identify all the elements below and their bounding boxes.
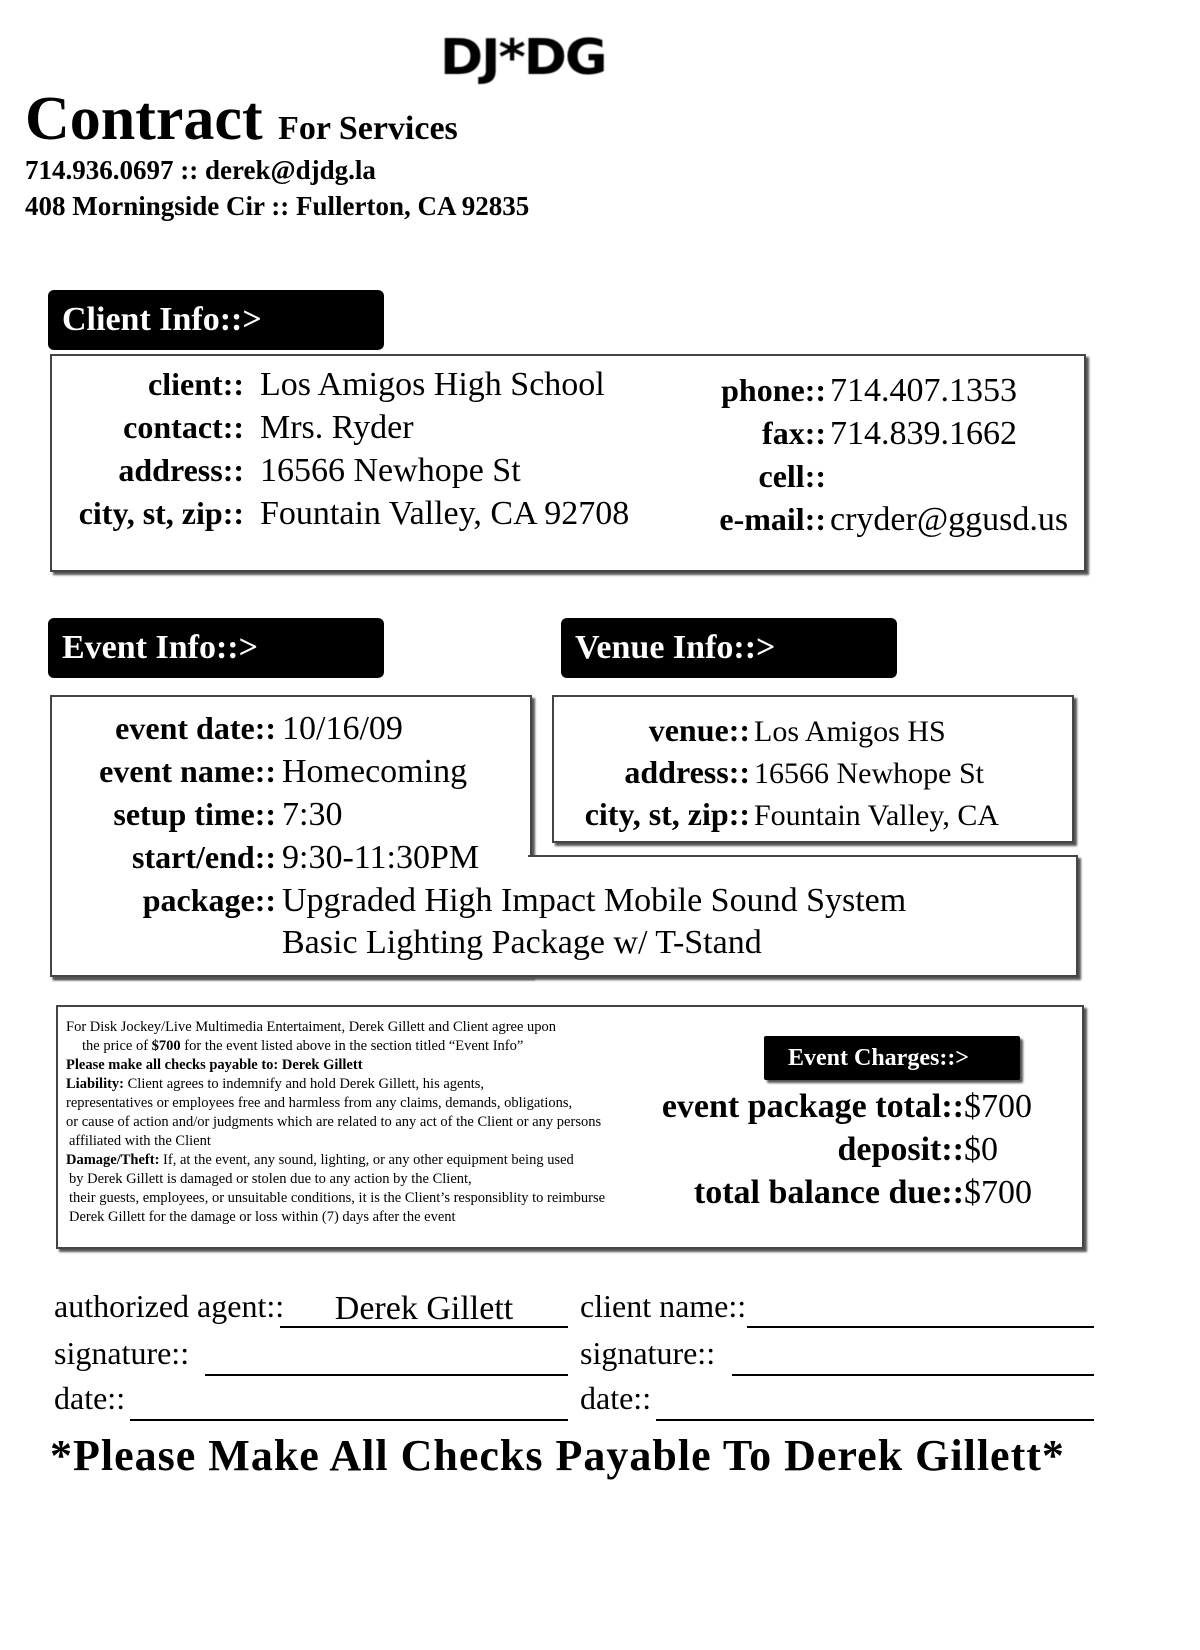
terms-line: Damage/Theft: If, at the event, any sound, lighting, or any other equipment being used — [66, 1152, 574, 1168]
field-value: Fountain Valley, CA 92708 — [260, 495, 630, 532]
field-label: contact:: — [123, 409, 244, 445]
client-field — [58, 495, 629, 533]
field-value: 714.407.1353 — [830, 372, 1017, 409]
field-label: address:: — [624, 754, 750, 790]
terms-line: Please make all checks payable to: Derek Gillett — [66, 1057, 363, 1073]
terms-line: affiliated with the Client — [69, 1133, 211, 1149]
field-value: Fountain Valley, CA — [754, 799, 999, 832]
charge-row — [640, 1088, 1032, 1126]
checks-payable-footer: *Please Make All Checks Payable To Derek Gillett* — [50, 1431, 1065, 1480]
client-contact-field — [690, 415, 1017, 453]
field-value: $700 — [964, 1088, 1032, 1125]
venue-field — [560, 712, 946, 749]
field-label: city, st, zip:: — [78, 495, 244, 531]
field-label: total balance due:: — [693, 1174, 964, 1211]
agent-signature-label: signature:: — [54, 1335, 190, 1371]
event-field — [60, 839, 479, 877]
event-field — [60, 710, 403, 748]
field-value: 9:30-11:30PM — [282, 839, 480, 876]
client-field — [58, 409, 414, 447]
client-name-label: client name:: — [580, 1288, 747, 1324]
venue-field — [560, 796, 999, 833]
field-value: 16566 Newhope St — [260, 452, 521, 489]
event-field — [60, 882, 906, 920]
page-title — [25, 84, 458, 155]
charge-row — [640, 1131, 998, 1169]
event-field — [60, 796, 342, 834]
charge-row — [640, 1174, 1032, 1212]
field-label: package:: — [142, 882, 276, 918]
field-value: $700 — [964, 1174, 1032, 1211]
client-date-field[interactable] — [656, 1385, 1094, 1421]
client-contact-field — [690, 458, 830, 495]
terms-line: Liability: Client agrees to indemnify and hold Derek Gillett, his agents, — [66, 1076, 485, 1092]
djdg-logo: DJ*DG — [440, 29, 606, 87]
client-signature-field[interactable] — [732, 1340, 1094, 1376]
venue-field — [560, 754, 984, 791]
field-label: setup time:: — [113, 796, 276, 832]
client-info-heading: Client Info::> — [48, 290, 384, 350]
terms-text — [66, 1018, 605, 1227]
field-value: $0 — [964, 1131, 998, 1168]
field-value: 16566 Newhope St — [754, 757, 984, 790]
field-value: 714.839.1662 — [830, 415, 1017, 452]
client-contact-field — [690, 372, 1017, 410]
field-label: address:: — [118, 452, 244, 488]
field-label: e-mail:: — [719, 501, 826, 537]
field-label: cell:: — [758, 458, 826, 494]
client-signature-label: signature:: — [580, 1335, 716, 1371]
agent-date-label: date:: — [54, 1380, 126, 1416]
field-value: Upgraded High Impact Mobile Sound System — [282, 882, 907, 919]
client-contact-field — [690, 501, 1068, 539]
venue-info-heading: Venue Info::> — [561, 618, 897, 678]
terms-line: or cause of action and/or judgments which are related to any act of the Client or any persons — [66, 1114, 602, 1130]
client-field — [58, 366, 605, 404]
agent-name-field[interactable]: Derek Gillett — [280, 1290, 568, 1328]
field-label: start/end:: — [132, 839, 276, 875]
event-charges-heading: Event Charges::> — [764, 1036, 1020, 1080]
field-label: venue:: — [648, 712, 750, 748]
field-value: Los Amigos HS — [754, 715, 946, 748]
field-label: event date:: — [115, 710, 276, 746]
field-label: phone:: — [721, 372, 826, 408]
field-label: event name:: — [99, 753, 276, 789]
terms-line: their guests, employees, or unsuitable conditions, it is the Client’s responsiblity to reimburse — [69, 1190, 606, 1206]
event-info-heading: Event Info::> — [48, 618, 384, 678]
title-text: Contract — [25, 85, 263, 153]
agent-signature-field[interactable] — [205, 1340, 568, 1376]
terms-line: For Disk Jockey/Live Multimedia Entertaiment, Derek Gillett and Client agree upon — [66, 1019, 557, 1035]
terms-line: by Derek Gillett is damaged or stolen due to any action by the Client, — [69, 1171, 472, 1187]
dj-phone-email: 714.936.0697 :: derek@djdg.la — [25, 155, 376, 185]
agent-label: authorized agent:: — [54, 1288, 285, 1324]
field-label: event package total:: — [661, 1088, 964, 1125]
field-value: 10/16/09 — [282, 710, 403, 747]
terms-line: representatives or employees free and harmless from any claims, demands, obligations, — [66, 1095, 573, 1111]
field-value: Homecoming — [282, 753, 468, 790]
terms-line: Derek Gillett for the damage or loss within (7) days after the event — [69, 1209, 456, 1225]
client-date-label: date:: — [580, 1380, 652, 1416]
field-label: deposit:: — [837, 1131, 964, 1168]
subtitle: For Services — [278, 110, 458, 147]
field-label: client:: — [148, 366, 244, 402]
agent-date-field[interactable] — [130, 1385, 568, 1421]
field-value: Mrs. Ryder — [260, 409, 414, 446]
field-value: cryder@ggusd.us — [830, 501, 1069, 538]
client-field — [58, 452, 521, 490]
field-value: Los Amigos High School — [260, 366, 605, 403]
package-line-2: Basic Lighting Package w/ T-Stand — [282, 924, 762, 961]
field-value: 7:30 — [282, 796, 343, 833]
field-label: city, st, zip:: — [584, 796, 750, 832]
dj-address: 408 Morningside Cir :: Fullerton, CA 92835 — [25, 191, 530, 221]
terms-line: the price of $700 for the event listed above in the section titled “Event Info” — [82, 1038, 524, 1054]
client-name-field[interactable] — [747, 1292, 1094, 1328]
event-field — [60, 753, 467, 791]
field-label: fax:: — [762, 415, 826, 451]
